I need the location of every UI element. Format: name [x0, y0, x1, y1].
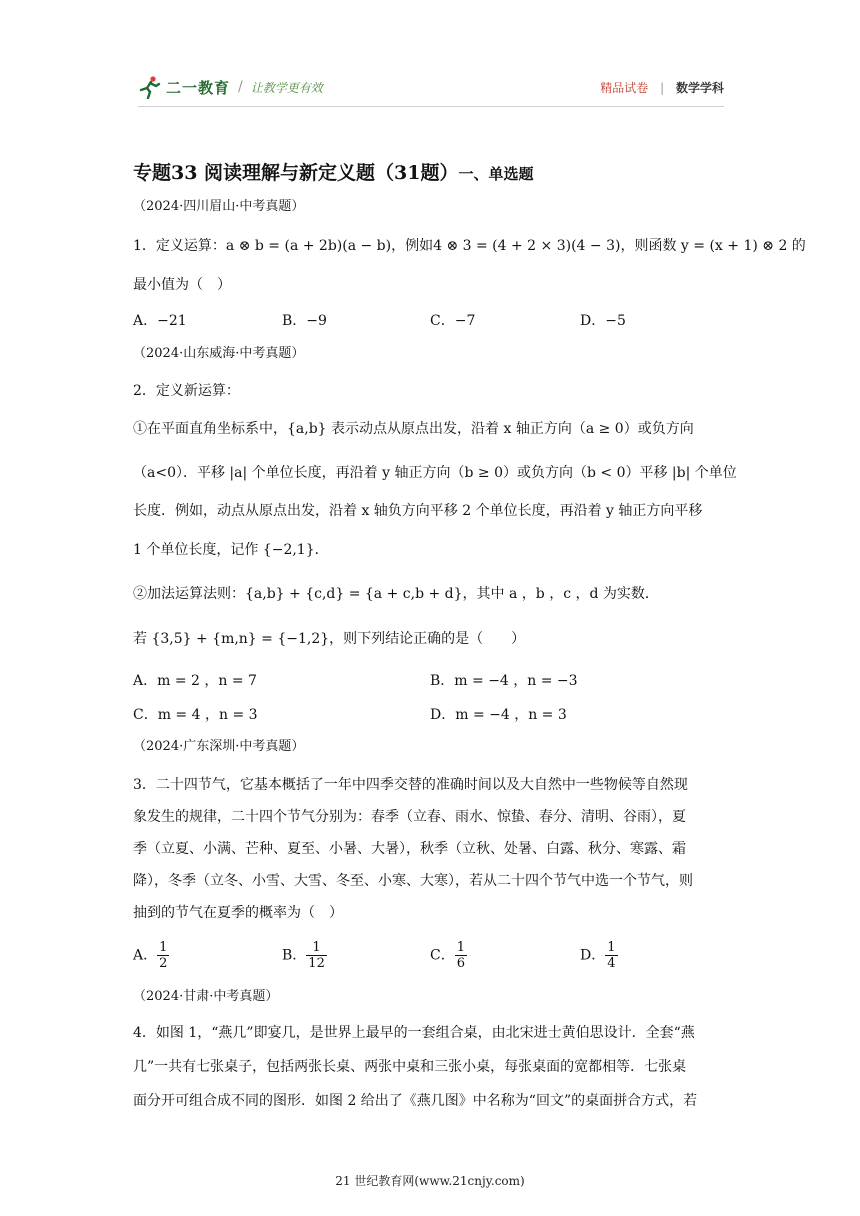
numerator: 1	[159, 940, 168, 955]
q3-line1: 3．二十四节气，它基本概括了一年中四季交替的准确时间以及大自然中一些物候等自然现	[133, 777, 688, 793]
q1-option-c: C．−7	[430, 313, 476, 329]
q2-source: （2024·山东威海·中考真题）	[133, 346, 305, 361]
numerator: 1	[306, 940, 327, 956]
q3-source: （2024·广东深圳·中考真题）	[133, 739, 305, 754]
q2-option-d: D．m = −4 ，n = 3	[430, 707, 567, 723]
q4-line1: 4．如图 1，“燕几”即宴几，是世界上最早的一套组合桌，由北宋进士黄伯思设计．全套“燕	[133, 1025, 695, 1041]
header-rule	[138, 106, 724, 107]
header-tags	[600, 79, 724, 96]
brand-name: 二一教育	[166, 78, 231, 97]
q2-def1-line3: 长度．例如，动点从原点出发，沿着 x 轴负方向平移 2 个单位长度，再沿着 y 轴正方向平移	[133, 503, 703, 519]
option-label: B．	[282, 947, 307, 964]
q3-line4: 降），冬季（立冬、小雪、大雪、冬至、小寒、大寒），若从二十四个节气中选一个节气，则	[133, 873, 693, 889]
header-tag-separator: |	[660, 81, 665, 95]
q3-line2: 象发生的规律，二十四个节气分别为：春季（立春、雨水、惊蛰、春分、清明、谷雨），夏	[133, 809, 686, 825]
header-tag: 精品试卷	[600, 81, 649, 95]
q1-line1: 1．定义运算：a ⊗ b = (a + 2b)(a − b)，例如4 ⊗ 3 = (4 + 2 × 3)(4 − 3)，则函数 y = (x + 1) ⊗ 2 的	[133, 238, 806, 254]
denominator: 6	[456, 956, 465, 971]
fraction	[605, 940, 617, 971]
q2-def1-line1: ①在平面直角坐标系中，{a,b} 表示动点从原点出发，沿着 x 轴正方向（a ≥ 0）或负方向	[133, 421, 694, 437]
numerator: 1	[456, 940, 465, 955]
fraction	[306, 940, 327, 971]
denominator: 2	[159, 956, 168, 971]
q2-def1-line2: （a<0）．平移 |a| 个单位长度，再沿着 y 轴正方向（b ≥ 0）或负方向（b < 0）平移 |b| 个单位	[133, 465, 737, 481]
q2-def1-line4: 1 个单位长度，记作 {−2,1}．	[133, 542, 329, 558]
q3-option-d	[580, 940, 618, 971]
q4-line3: 面分开可组合成不同的图形．如图 2 给出了《燕几图》中名称为“回文”的桌面拼合方式，若	[133, 1093, 698, 1109]
q1-source: （2024·四川眉山·中考真题）	[133, 199, 305, 214]
denominator: 12	[308, 956, 325, 971]
q3-line3: 季（立夏、小满、芒种、夏至、小暑、大暑），秋季（立秋、处暑、白露、秋分、寒露、霜	[133, 841, 686, 857]
q3-line5: 抽到的节气在夏季的概率为（ ）	[133, 905, 343, 921]
numerator: 1	[607, 940, 616, 955]
q2-option-a: A．m = 2 ，n = 7	[133, 673, 257, 689]
runner-logo-icon	[138, 75, 162, 99]
header-subject: 数学学科	[675, 81, 724, 95]
fraction	[157, 940, 169, 971]
q2-def2: ②加法运算法则：{a,b} + {c,d} = {a + c,b + d}，其中 a ，b ，c ，d 为实数．	[133, 586, 659, 602]
doc-title-text: 专题33 阅读理解与新定义题（31题）	[133, 162, 459, 184]
option-label: C．	[430, 947, 455, 964]
brand-logo	[138, 72, 323, 102]
brand-slogan: 让教学更有效	[250, 80, 323, 95]
q3-option-b	[282, 940, 327, 971]
q1-line2: 最小值为（ ）	[133, 277, 231, 293]
page-header	[138, 72, 724, 102]
q4-line2: 几”一共有七张桌子，包括两张长桌、两张中桌和三张小桌，每张桌面的宽都相等．七张桌	[133, 1059, 687, 1075]
q4-source: （2024·甘肃·中考真题）	[133, 989, 279, 1004]
q2-stem: 2．定义新运算：	[133, 383, 240, 399]
q1-option-b: B．−9	[282, 313, 327, 329]
option-label: D．	[580, 947, 606, 964]
option-label: A．	[133, 947, 158, 964]
section-heading: 一、单选题	[458, 165, 534, 183]
doc-title	[133, 158, 534, 185]
q1-option-a: A．−21	[133, 313, 187, 329]
fraction	[455, 940, 467, 971]
q2-ask: 若 {3,5} + {m,n} = {−1,2}，则下列结论正确的是（ ）	[133, 631, 526, 647]
q3-option-c	[430, 940, 467, 971]
q1-option-d: D．−5	[580, 313, 626, 329]
q2-option-b: B．m = −4 ，n = −3	[430, 673, 578, 689]
q2-option-c: C．m = 4 ，n = 3	[133, 707, 258, 723]
header-divider: /	[238, 79, 243, 95]
denominator: 4	[607, 956, 616, 971]
page-footer: 21 世纪教育网(www.21cnjy.com)	[335, 1174, 525, 1188]
q3-option-a	[133, 940, 169, 971]
